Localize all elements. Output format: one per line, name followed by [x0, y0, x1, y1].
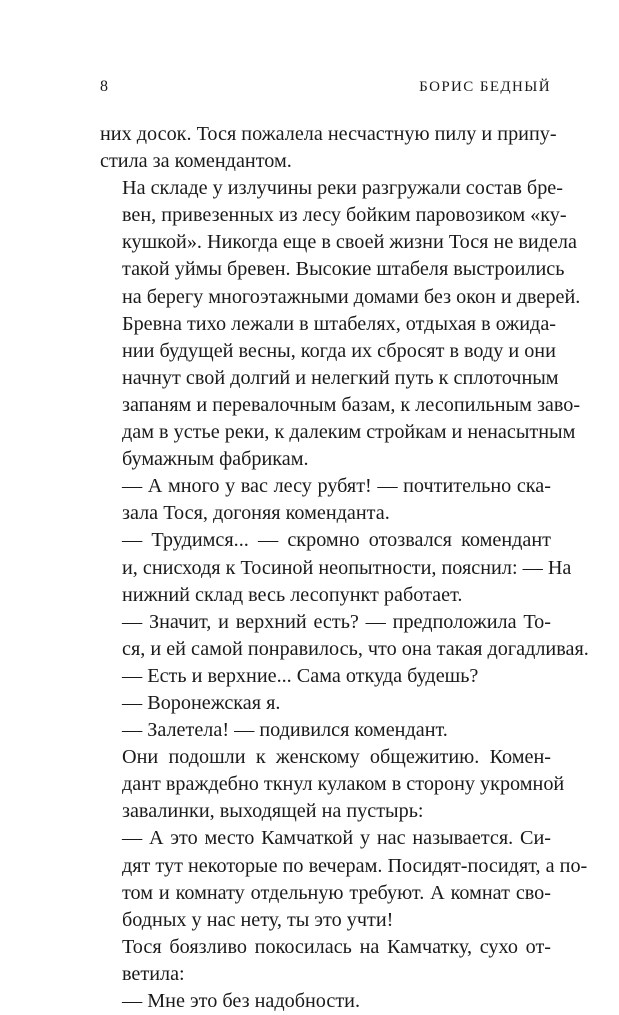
paragraph: [100, 473, 551, 527]
paragraph: [100, 121, 557, 175]
text-line: том и комнату отдельную требуют. А комнат сво-: [122, 881, 551, 904]
text-line: — Воронежская я.: [122, 691, 281, 714]
text-line: нии будущей весны, когда их сбросят в воду и они: [122, 339, 556, 362]
text-line: вен, привезенных из лесу бойким паровозиком «ку-: [122, 204, 567, 227]
paragraph: [100, 744, 565, 825]
text-line: дят тут некоторые по вечерам. Посидят-посидят, а по-: [122, 854, 588, 877]
text-line: такой уймы бревен. Высокие штабеля выстроились: [122, 258, 565, 281]
paragraph: [100, 825, 588, 933]
running-head-author: БОРИС БЕДНЫЙ: [419, 79, 551, 95]
text-line: — А это место Камчаткой у нас называется. Си-: [122, 827, 551, 850]
text-line: — Мне это без надобности.: [122, 990, 361, 1012]
text-line: — Значит, и верхний есть? — предположила То-: [122, 610, 551, 633]
text-line: — Трудимся... — скромно отозвался комендант: [122, 529, 551, 552]
text-line: бумажным фабрикам.: [122, 448, 309, 471]
paragraph: [100, 717, 551, 744]
paragraph: [100, 988, 551, 1015]
body-text: [100, 121, 589, 1015]
paragraph: [100, 663, 551, 690]
text-line: кушкой». Никогда еще в своей жизни Тося не видела: [122, 231, 577, 254]
text-line: Тося боязливо покосилась на Камчатку, сухо от-: [122, 935, 551, 958]
text-line: них досок. Тося пожалела несчастную пилу и припу-: [100, 123, 557, 145]
paragraph: [100, 175, 581, 473]
text-line: завалинки, выходящей на пустырь:: [122, 800, 424, 823]
text-line: — А много у вас лесу рубят! — почтительно ска-: [122, 475, 551, 498]
text-line: ся, и ей самой понравилось, что она такая догадливая.: [122, 637, 589, 660]
page-number: 8: [100, 78, 109, 95]
paragraph: [100, 934, 551, 988]
text-line: начнут свой долгий и нелегкий путь к сплоточным: [122, 366, 559, 389]
text-line: дант враждебно ткнул кулаком в сторону укромной: [122, 773, 565, 796]
paragraph: [100, 609, 589, 663]
text-line: дам в устье реки, к далеким стройкам и ненасытным: [122, 421, 576, 444]
running-head: [100, 78, 551, 102]
text-line: зала Тося, догоняя коменданта.: [122, 502, 390, 525]
text-line: Они подошли к женскому общежитию. Комен-: [122, 746, 551, 769]
text-line: нижний склад весь лесопункт работает.: [122, 583, 463, 606]
paragraph: [100, 527, 572, 608]
text-line: бодных у нас нету, ты это учти!: [122, 908, 394, 931]
text-line: на берегу многоэтажными домами без окон и дверей.: [122, 285, 581, 308]
text-line: ветила:: [122, 962, 185, 985]
paragraph: [100, 690, 551, 717]
text-line: — Есть и верхние... Сама откуда будешь?: [122, 664, 479, 687]
text-line: стила за комендантом.: [100, 150, 292, 173]
text-line: и, снисходя к Тосиной неопытности, пояснил: — На: [122, 556, 572, 579]
text-line: Бревна тихо лежали в штабелях, отдыхая в ожида-: [122, 312, 557, 335]
text-line: — Залетела! — подивился комендант.: [122, 719, 448, 742]
text-line: На складе у излучины реки разгружали состав бре-: [122, 177, 563, 200]
text-line: запаням и перевалочным базам, к лесопильным заво-: [122, 393, 581, 416]
